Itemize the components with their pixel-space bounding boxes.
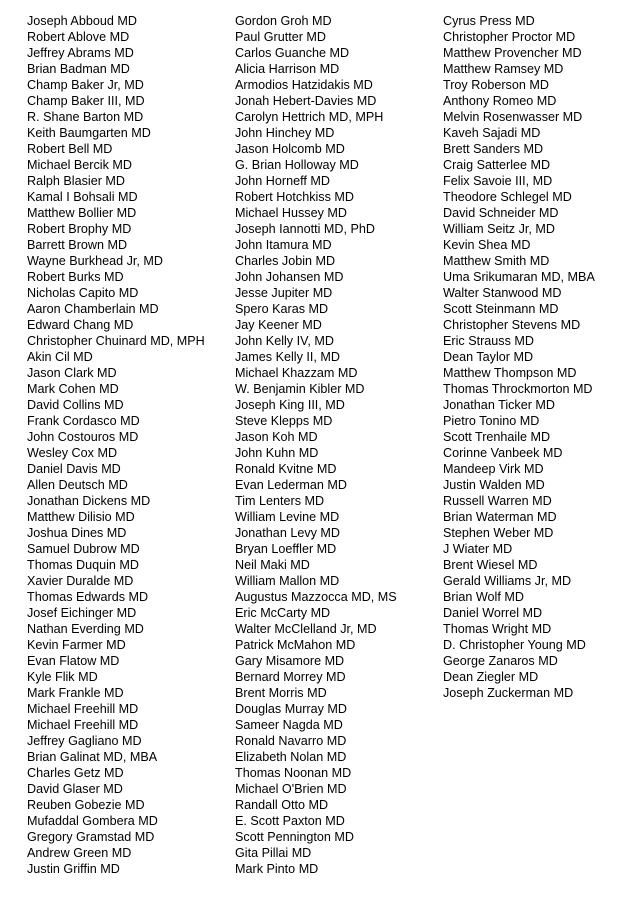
name-list-item: Stephen Weber MD	[443, 526, 554, 540]
name-list-item: Robert Burks MD	[27, 270, 124, 284]
name-list-item: Carolyn Hettrich MD, MPH	[235, 110, 384, 124]
name-list-item: Wesley Cox MD	[27, 446, 118, 460]
name-list-item: Douglas Murray MD	[235, 702, 347, 716]
name-list-item: Mark Frankle MD	[27, 686, 124, 700]
name-list-item: Patrick McMahon MD	[235, 638, 356, 652]
name-list-item: Robert Bell MD	[27, 142, 113, 156]
name-list-item: Thomas Noonan MD	[235, 766, 352, 780]
name-list-item: D. Christopher Young MD	[443, 638, 586, 652]
name-list-item: E. Scott Paxton MD	[235, 814, 345, 828]
name-list-item: Justin Walden MD	[443, 478, 545, 492]
name-list-item: John Kuhn MD	[235, 446, 319, 460]
name-list-item: William Mallon MD	[235, 574, 340, 588]
name-list-item: David Glaser MD	[27, 782, 123, 796]
name-list-item: Scott Steinmann MD	[443, 302, 559, 316]
name-list-item: Jason Clark MD	[27, 366, 117, 380]
name-list-item: Evan Flatow MD	[27, 654, 120, 668]
name-list-item: Mandeep Virk MD	[443, 462, 544, 476]
name-list-item: Gregory Gramstad MD	[27, 830, 155, 844]
name-list-item: Allen Deutsch MD	[27, 478, 128, 492]
name-list-item: Matthew Dilisio MD	[27, 510, 135, 524]
name-list-item: Gerald Williams Jr, MD	[443, 574, 572, 588]
name-list-item: Craig Satterlee MD	[443, 158, 551, 172]
name-column-3	[443, 13, 595, 701]
name-list-item: Armodios Hatzidakis MD	[235, 78, 373, 92]
name-list-item: G. Brian Holloway MD	[235, 158, 359, 172]
name-list-item: Mark Cohen MD	[27, 382, 119, 396]
name-list-item: Michael Khazzam MD	[235, 366, 358, 380]
name-list-item: Augustus Mazzocca MD, MS	[235, 590, 397, 604]
name-list-item: Anthony Romeo MD	[443, 94, 557, 108]
name-list-item: Barrett Brown MD	[27, 238, 128, 252]
name-list-item: Thomas Throckmorton MD	[443, 382, 593, 396]
name-list-item: Christopher Stevens MD	[443, 318, 581, 332]
name-list-item: Champ Baker Jr, MD	[27, 78, 144, 92]
name-list-item: John Itamura MD	[235, 238, 332, 252]
name-list-item: Kaveh Sajadi MD	[443, 126, 541, 140]
name-list-item: Charles Getz MD	[27, 766, 124, 780]
name-list-item: Reuben Gobezie MD	[27, 798, 145, 812]
name-list-item: Thomas Duquin MD	[27, 558, 139, 572]
name-list-item: Gordon Groh MD	[235, 14, 332, 28]
name-list-item: R. Shane Barton MD	[27, 110, 144, 124]
name-list-item: Kevin Shea MD	[443, 238, 531, 252]
name-list-item: Sameer Nagda MD	[235, 718, 343, 732]
name-list-item: Pietro Tonino MD	[443, 414, 540, 428]
name-list-item: Xavier Duralde MD	[27, 574, 134, 588]
name-list-item: Michael Freehill MD	[27, 702, 139, 716]
name-list-item: Kyle Flik MD	[27, 670, 98, 684]
name-list-item: Thomas Edwards MD	[27, 590, 149, 604]
name-list-item: Gita Pillai MD	[235, 846, 312, 860]
name-list-item: Spero Karas MD	[235, 302, 329, 316]
name-list-item: Brian Badman MD	[27, 62, 130, 76]
name-list-item: George Zanaros MD	[443, 654, 558, 668]
name-list-item: Walter Stanwood MD	[443, 286, 562, 300]
name-list-item: Dean Taylor MD	[443, 350, 534, 364]
name-list-item: James Kelly II, MD	[235, 350, 340, 364]
name-list-item: Aaron Chamberlain MD	[27, 302, 159, 316]
name-list-item: J Wiater MD	[443, 542, 513, 556]
name-list-item: Josef Eichinger MD	[27, 606, 137, 620]
name-list-item: Bernard Morrey MD	[235, 670, 346, 684]
name-list-item: Robert Hotchkiss MD	[235, 190, 354, 204]
name-list-item: Matthew Provencher MD	[443, 46, 582, 60]
name-list-item: Brent Wiesel MD	[443, 558, 538, 572]
name-list-item: Brian Waterman MD	[443, 510, 557, 524]
name-list-item: Matthew Smith MD	[443, 254, 550, 268]
name-list-item: Scott Trenhaile MD	[443, 430, 551, 444]
name-list-item: Theodore Schlegel MD	[443, 190, 572, 204]
name-list-item: Walter McClelland Jr, MD	[235, 622, 377, 636]
name-list-item: Nicholas Capito MD	[27, 286, 139, 300]
name-list-item: Robert Ablove MD	[27, 30, 130, 44]
name-list-item: Frank Cordasco MD	[27, 414, 140, 428]
name-column-1	[27, 13, 205, 877]
name-list-item: John Johansen MD	[235, 270, 344, 284]
name-list-item: Alicia Harrison MD	[235, 62, 340, 76]
name-list-item: William Levine MD	[235, 510, 340, 524]
name-list-item: Brian Wolf MD	[443, 590, 524, 604]
name-list-item: Akin Cil MD	[27, 350, 93, 364]
name-list-item: John Kelly IV, MD	[235, 334, 334, 348]
name-list-item: John Costouros MD	[27, 430, 139, 444]
name-list-item: Uma Srikumaran MD, MBA	[443, 270, 595, 284]
name-list-item: Michael Hussey MD	[235, 206, 347, 220]
name-list-item: Jay Keener MD	[235, 318, 322, 332]
name-list-item: Eric McCarty MD	[235, 606, 331, 620]
name-list-item: Jeffrey Gagliano MD	[27, 734, 142, 748]
name-list-item: Elizabeth Nolan MD	[235, 750, 347, 764]
name-list-item: Brett Sanders MD	[443, 142, 544, 156]
name-list-item: Nathan Everding MD	[27, 622, 144, 636]
name-list-item: Brent Morris MD	[235, 686, 327, 700]
name-list-item: Ronald Navarro MD	[235, 734, 347, 748]
name-list-item: John Horneff MD	[235, 174, 330, 188]
name-list-item: Mufaddal Gombera MD	[27, 814, 158, 828]
name-list-item: Justin Griffin MD	[27, 862, 120, 876]
name-list-item: Daniel Worrel MD	[443, 606, 543, 620]
name-list-item: Joseph Abboud MD	[27, 14, 137, 28]
name-list-item: Jason Koh MD	[235, 430, 318, 444]
name-column-2	[235, 13, 397, 877]
name-list-item: Kevin Farmer MD	[27, 638, 126, 652]
name-list-item: Champ Baker III, MD	[27, 94, 145, 108]
name-list-item: Jonathan Levy MD	[235, 526, 341, 540]
name-list-item: Paul Grutter MD	[235, 30, 326, 44]
name-list-item: Michael O'Brien MD	[235, 782, 347, 796]
name-list-item: Randall Otto MD	[235, 798, 329, 812]
name-list-item: Matthew Ramsey MD	[443, 62, 564, 76]
name-list-item: Matthew Bollier MD	[27, 206, 137, 220]
name-list-item: Russell Warren MD	[443, 494, 552, 508]
name-list-item: Joshua Dines MD	[27, 526, 127, 540]
name-list-item: Thomas Wright MD	[443, 622, 552, 636]
name-list-item: Charles Jobin MD	[235, 254, 336, 268]
name-list-item: Edward Chang MD	[27, 318, 134, 332]
name-list-item: Christopher Proctor MD	[443, 30, 576, 44]
name-list-item: Joseph Iannotti MD, PhD	[235, 222, 376, 236]
name-list-item: Troy Roberson MD	[443, 78, 549, 92]
name-list-item: Jason Holcomb MD	[235, 142, 345, 156]
name-list-item: Felix Savoie III, MD	[443, 174, 553, 188]
name-list-item: Scott Pennington MD	[235, 830, 355, 844]
name-list-item: Robert Brophy MD	[27, 222, 132, 236]
name-list-item: Wayne Burkhead Jr, MD	[27, 254, 164, 268]
name-list-item: Christopher Chuinard MD, MPH	[27, 334, 205, 348]
name-list-item: Melvin Rosenwasser MD	[443, 110, 583, 124]
name-list-item: Michael Freehill MD	[27, 718, 139, 732]
name-list-item: Cyrus Press MD	[443, 14, 535, 28]
name-list-item: Matthew Thompson MD	[443, 366, 577, 380]
name-list-item: Jonah Hebert-Davies MD	[235, 94, 377, 108]
name-list-item: Jesse Jupiter MD	[235, 286, 333, 300]
name-list-item: Ronald Kvitne MD	[235, 462, 337, 476]
name-list-item: Andrew Green MD	[27, 846, 132, 860]
name-list-item: John Hinchey MD	[235, 126, 335, 140]
name-list-item: Mark Pinto MD	[235, 862, 319, 876]
name-list-item: Tim Lenters MD	[235, 494, 325, 508]
name-list-item: Joseph Zuckerman MD	[443, 686, 574, 700]
name-list-item: Dean Ziegler MD	[443, 670, 539, 684]
name-list-item: William Seitz Jr, MD	[443, 222, 555, 236]
name-list-item: David Collins MD	[27, 398, 124, 412]
name-list-item: Jonathan Dickens MD	[27, 494, 151, 508]
name-list-item: Daniel Davis MD	[27, 462, 121, 476]
name-list-item: Kamal I Bohsali MD	[27, 190, 138, 204]
name-list-item: Neil Maki MD	[235, 558, 310, 572]
name-list-item: Keith Baumgarten MD	[27, 126, 151, 140]
name-list-item: Michael Bercik MD	[27, 158, 132, 172]
name-list-item: Evan Lederman MD	[235, 478, 347, 492]
name-list-item: Brian Galinat MD, MBA	[27, 750, 158, 764]
name-list-item: Jeffrey Abrams MD	[27, 46, 134, 60]
name-list-item: Corinne Vanbeek MD	[443, 446, 563, 460]
name-list-item: David Schneider MD	[443, 206, 559, 220]
name-list-item: Ralph Blasier MD	[27, 174, 125, 188]
name-list-item: W. Benjamin Kibler MD	[235, 382, 365, 396]
name-list-item: Jonathan Ticker MD	[443, 398, 555, 412]
name-list-item: Gary Misamore MD	[235, 654, 345, 668]
name-list-item: Carlos Guanche MD	[235, 46, 350, 60]
name-list-item: Steve Klepps MD	[235, 414, 333, 428]
name-list-item: Bryan Loeffler MD	[235, 542, 337, 556]
name-list-item: Samuel Dubrow MD	[27, 542, 140, 556]
name-list-item: Eric Strauss MD	[443, 334, 534, 348]
name-list-item: Joseph King III, MD	[235, 398, 345, 412]
